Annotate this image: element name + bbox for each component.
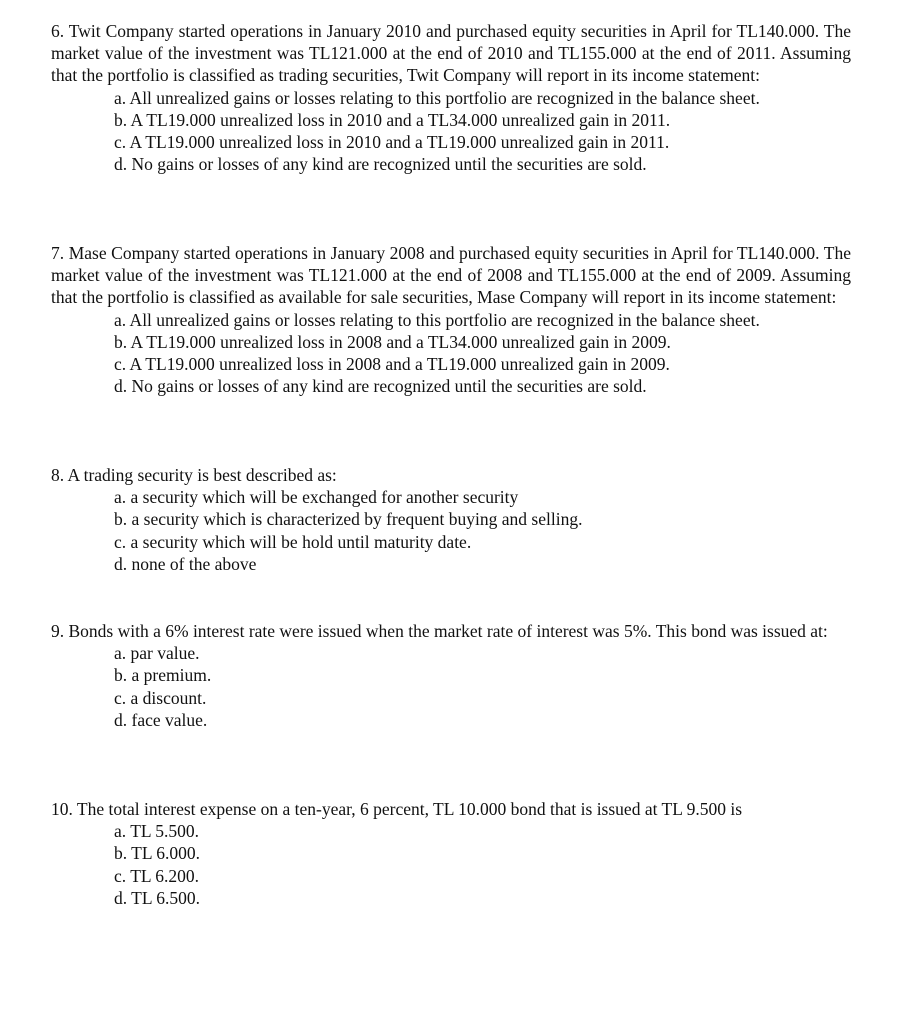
question-8-option-c: c. a security which will be hold until maturity date. [114, 531, 472, 552]
question-10-stem: 10. The total interest expense on a ten-year, 6 percent, TL 10.000 bond that is issued at TL 9.500 is [51, 799, 743, 819]
question-8-stem: 8. A trading security is best described as: [51, 465, 337, 485]
question-10-option-c: c. TL 6.200. [114, 865, 200, 886]
question-7-option-d: d. No gains or losses of any kind are recognized until the securities are sold. [114, 376, 647, 397]
question-7-option-b: b. A TL19.000 unrealized loss in 2008 and a TL34.000 unrealized gain in 2009. [114, 331, 671, 352]
question-9-option-a: a. par value. [114, 643, 200, 664]
question-10-option-b: b. TL 6.000. [114, 843, 201, 864]
question-6-options [51, 87, 851, 176]
question-7 [51, 242, 851, 397]
question-8-option-d: d. none of the above [114, 553, 257, 574]
question-7-option-a: a. All unrealized gains or losses relating to this portfolio are recognized in the balance sheet. [114, 309, 760, 330]
question-6-stem: 6. Twit Company started operations in January 2010 and purchased equity securities in April for TL140.000. The market value of the investment was TL121.000 at the end of 2010 and TL155.000 at the end of 2011. Assuming that the portfolio is classified as trading securities, Twit Company will report in its income statement: [51, 21, 851, 86]
question-7-option-c: c. A TL19.000 unrealized loss in 2008 and a TL19.000 unrealized gain in 2009. [114, 354, 670, 375]
question-8-option-a: a. a security which will be exchanged for another security [114, 487, 519, 508]
question-8 [51, 464, 851, 575]
question-10-option-a: a. TL 5.500. [114, 821, 200, 842]
question-8-option-b: b. a security which is characterized by frequent buying and selling. [114, 509, 583, 530]
question-9-options [51, 642, 851, 731]
question-9-option-d: d. face value. [114, 709, 208, 730]
question-6-option-d: d. No gains or losses of any kind are recognized until the securities are sold. [114, 154, 647, 175]
question-6-option-a: a. All unrealized gains or losses relating to this portfolio are recognized in the balance sheet. [114, 87, 760, 108]
question-7-stem: 7. Mase Company started operations in January 2008 and purchased equity securities in April for TL140.000. The market value of the investment was TL121.000 at the end of 2008 and TL155.000 at the end of 2009. Assuming that the portfolio is classified as available for sale securities, Mase Company will report in its income statement: [51, 243, 851, 308]
question-9-stem: 9. Bonds with a 6% interest rate were issued when the market rate of interest was 5%. This bond was issued at: [51, 621, 828, 641]
question-7-options [51, 309, 851, 398]
question-6-option-b: b. A TL19.000 unrealized loss in 2010 and a TL34.000 unrealized gain in 2011. [114, 109, 671, 130]
question-10-options [51, 820, 851, 909]
question-10 [51, 798, 851, 909]
question-10-option-d: d. TL 6.500. [114, 887, 201, 908]
question-8-options [51, 486, 851, 575]
question-9-option-c: c. a discount. [114, 687, 207, 708]
question-6 [51, 20, 851, 175]
question-9 [51, 620, 851, 731]
question-9-option-b: b. a premium. [114, 665, 212, 686]
question-6-option-c: c. A TL19.000 unrealized loss in 2010 and a TL19.000 unrealized gain in 2011. [114, 132, 670, 153]
